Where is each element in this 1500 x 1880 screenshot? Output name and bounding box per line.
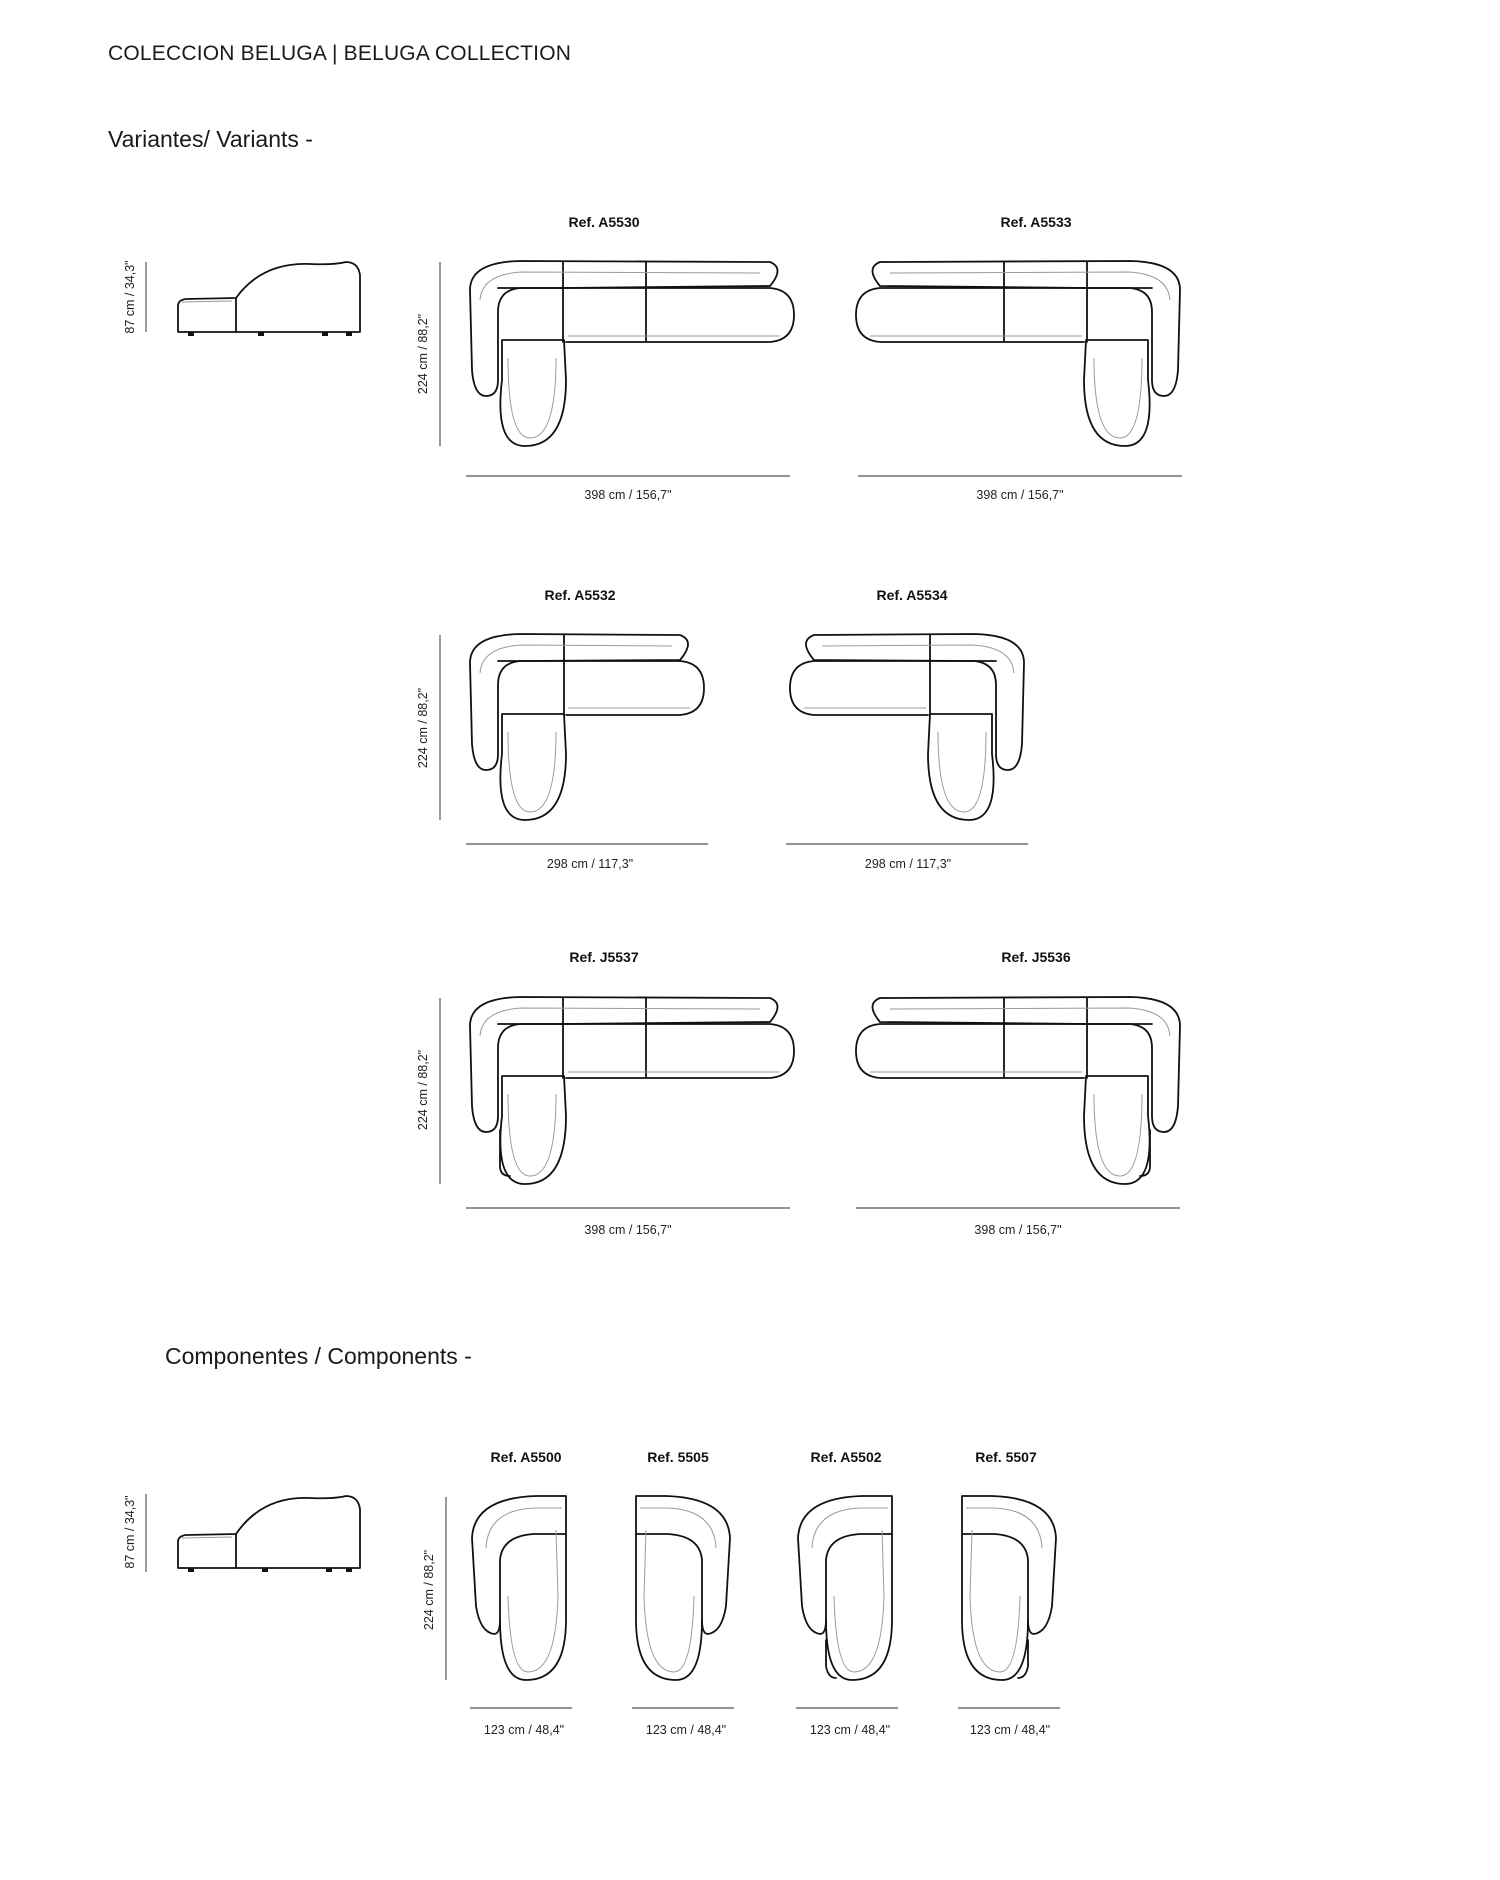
variant-width-dimension: 298 cm / 117,3" bbox=[546, 857, 634, 871]
variant-depth-dimension: 224 cm / 88,2" bbox=[416, 313, 430, 395]
variant-ref-label: Ref. J5536 bbox=[1001, 949, 1071, 965]
variant-width-dimension: 398 cm / 156,7" bbox=[584, 488, 672, 502]
variant-ref-label: Ref. J5537 bbox=[569, 949, 639, 965]
variant-depth-dimension: 224 cm / 88,2" bbox=[416, 1049, 430, 1131]
component-width-dimension: 123 cm / 48,4" bbox=[969, 1723, 1051, 1737]
component-5505 bbox=[632, 1449, 734, 1737]
component-depth-dimension: 224 cm / 88,2" bbox=[422, 1549, 436, 1631]
variant-width-dimension: 298 cm / 117,3" bbox=[864, 857, 952, 871]
component-a5502 bbox=[796, 1449, 898, 1737]
variant-j5536 bbox=[856, 949, 1180, 1237]
variants-side-profile-drawing bbox=[123, 260, 360, 336]
component-5507 bbox=[958, 1449, 1060, 1737]
variant-a5534 bbox=[786, 587, 1028, 871]
component-width-dimension: 123 cm / 48,4" bbox=[645, 1723, 727, 1737]
components-section-title: Componentes / Components - bbox=[165, 1343, 472, 1369]
variants-height-dimension: 87 cm / 34,3" bbox=[123, 260, 137, 334]
variant-ref-label: Ref. A5532 bbox=[544, 587, 616, 603]
component-width-dimension: 123 cm / 48,4" bbox=[483, 1723, 565, 1737]
component-ref-label: Ref. 5507 bbox=[975, 1449, 1037, 1465]
page-header-title: COLECCION BELUGA | BELUGA COLLECTION bbox=[108, 42, 572, 65]
components-side-profile-drawing bbox=[123, 1494, 360, 1572]
variant-depth-dimension: 224 cm / 88,2" bbox=[416, 687, 430, 769]
components-height-dimension: 87 cm / 34,3" bbox=[123, 1495, 137, 1569]
variant-j5537 bbox=[416, 949, 794, 1237]
component-ref-label: Ref. 5505 bbox=[647, 1449, 709, 1465]
variant-a5533 bbox=[856, 214, 1182, 502]
variant-width-dimension: 398 cm / 156,7" bbox=[974, 1223, 1062, 1237]
variant-width-dimension: 398 cm / 156,7" bbox=[976, 488, 1064, 502]
variant-a5532 bbox=[416, 587, 708, 871]
variants-section-title: Variantes/ Variants - bbox=[108, 126, 313, 152]
component-a5500 bbox=[422, 1449, 572, 1737]
variant-ref-label: Ref. A5530 bbox=[568, 214, 640, 230]
variant-ref-label: Ref. A5533 bbox=[1000, 214, 1072, 230]
variant-width-dimension: 398 cm / 156,7" bbox=[584, 1223, 672, 1237]
component-ref-label: Ref. A5500 bbox=[490, 1449, 562, 1465]
variant-ref-label: Ref. A5534 bbox=[876, 587, 948, 603]
component-ref-label: Ref. A5502 bbox=[810, 1449, 882, 1465]
component-width-dimension: 123 cm / 48,4" bbox=[809, 1723, 891, 1737]
variant-a5530 bbox=[416, 214, 794, 502]
